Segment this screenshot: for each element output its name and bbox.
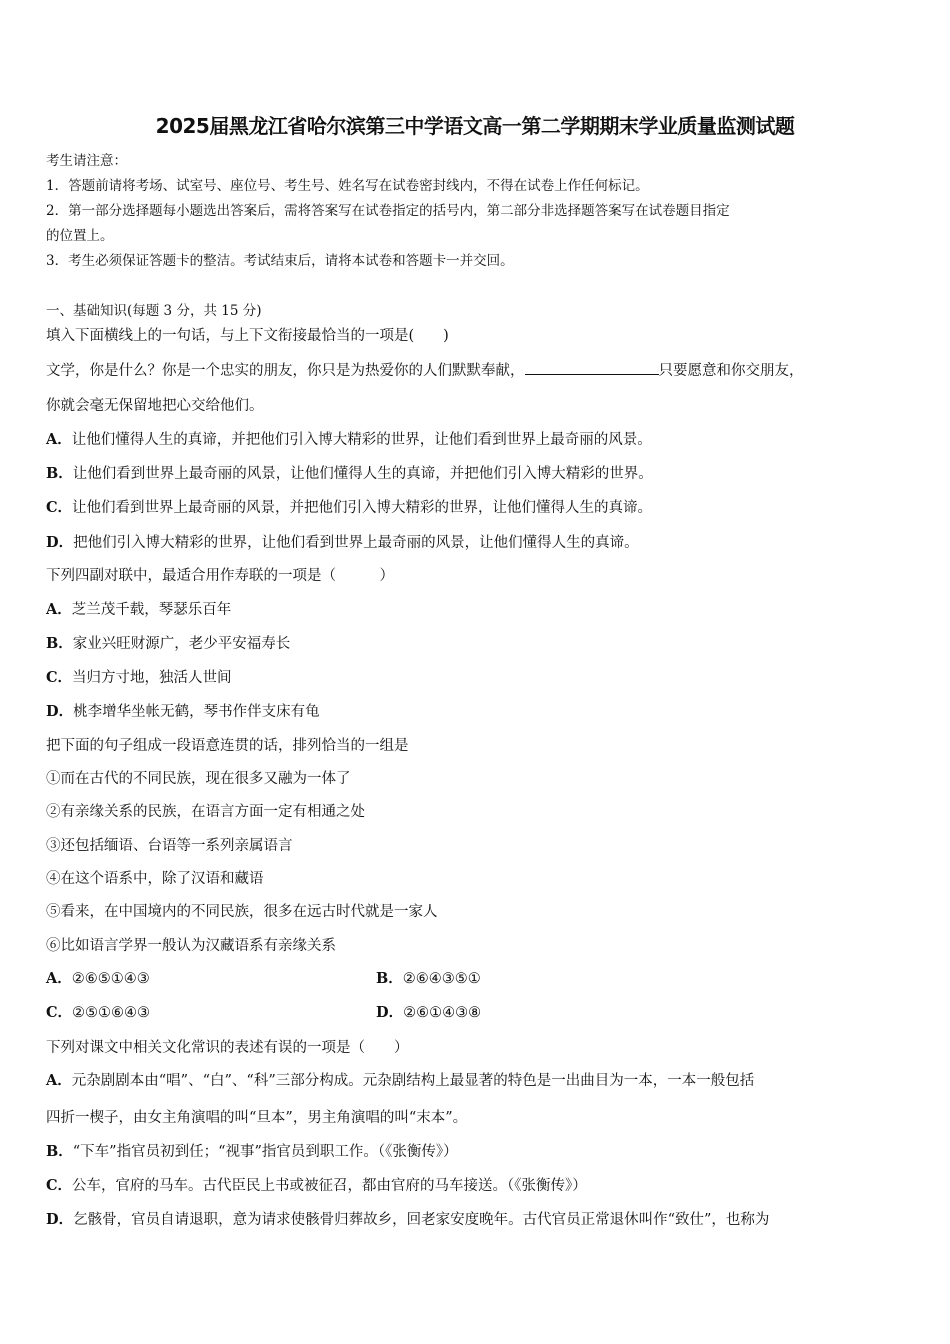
option-text: 乞骸骨，官员自请退职，意为请求使骸骨归葬故乡，回老家安度晚年。古代官员正常退休叫作“致仕”，也称为 (73, 1212, 770, 1228)
sentence: ⑤看来，在中国境内的不同民族，很多在远古时代就是一家人 (46, 904, 438, 920)
notice-item: 3．考生必须保证答题卡的整洁。考试结束后，请将本试卷和答题卡一并交回。 (46, 253, 514, 269)
sentence: ②有亲缘关系的民族，在语言方面一定有相通之处 (46, 804, 365, 820)
option-label: A． (46, 1072, 72, 1089)
option-label: B． (46, 1143, 73, 1160)
sentence: ⑥比如语言学界一般认为汉藏语系有亲缘关系 (46, 938, 336, 954)
option-label: B． (46, 635, 73, 652)
option-label: C． (46, 499, 73, 516)
option-text: 芝兰茂千载，琴瑟乐百年 (71, 602, 232, 618)
option (376, 970, 481, 988)
option-text: 家业兴旺财源广，老少平安福寿长 (72, 636, 291, 652)
page-title: 2025届黑龙江省哈尔滨第三中学语文高一第二学期期末学业质量监测试题 (155, 114, 795, 138)
option (46, 499, 652, 517)
option-text: 让他们懂得人生的真谛，并把他们引入博大精彩的世界，让他们看到世界上最奇丽的风景。 (71, 432, 652, 448)
option-label: C． (46, 1177, 73, 1194)
option-text: 公车，官府的马车。古代臣民上书或被征召，都由官府的马车接送。（《张衡传》） (72, 1178, 587, 1194)
option-label: A． (46, 970, 72, 987)
notice-item: 的位置上。 (46, 228, 114, 244)
option-text: 当归方寸地，独活人世间 (72, 670, 232, 686)
question-passage: 你就会毫无保留地把心交给他们。 (46, 398, 264, 414)
option-label: D． (46, 703, 74, 720)
notice-item: 2．第一部分选择题每小题选出答案后，需将答案写在试卷指定的括号内，第二部分非选择题答案写在试卷题目指定 (46, 203, 730, 219)
sentence: ①而在古代的不同民族，现在很多又融为一体了 (46, 771, 351, 787)
option-continuation: 四折一楔子，由女主角演唱的叫“旦本”，男主角演唱的叫“末本”。 (46, 1110, 468, 1126)
option-row (46, 1004, 482, 1022)
option (46, 534, 639, 552)
option-label: B． (376, 970, 403, 987)
sentence: ③还包括缅语、台语等一系列亲属语言 (46, 838, 293, 854)
option-text: ②⑥①④③⑧ (403, 1005, 482, 1021)
section-heading: 一、基础知识(每题 3 分，共 15 分) (46, 303, 262, 319)
option-text: ②⑥④③⑤① (402, 971, 481, 987)
option-label: A． (46, 431, 72, 448)
passage-text: 只要愿意和你交朋友， (658, 363, 804, 379)
question-stem: 填入下面横线上的一句话，与上下文衔接最恰当的一项是( ) (46, 328, 449, 344)
option-text: 桃李增华坐帐无鹤，琴书作伴支床有龟 (73, 704, 320, 720)
option-text: 让他们看到世界上最奇丽的风景，并把他们引入博大精彩的世界，让他们懂得人生的真谛。 (72, 500, 653, 516)
option (46, 669, 232, 687)
option (376, 1004, 481, 1022)
notice-heading: 考生请注意： (46, 153, 127, 169)
sentence: ④在这个语系中，除了汉语和藏语 (46, 871, 264, 887)
option-row (46, 970, 481, 988)
answer-blank (525, 360, 659, 375)
option-label: D． (376, 1004, 404, 1021)
option-text: “下车”指官员初到任；“视事”指官员到职工作。（《张衡传》） (72, 1144, 458, 1160)
option-text: 把他们引入博大精彩的世界，让他们看到世界上最奇丽的风景，让他们懂得人生的真谛。 (73, 535, 639, 551)
option (46, 431, 652, 449)
option-text: ②⑤①⑥④③ (72, 1005, 151, 1021)
option-text: 元杂剧剧本由“唱”、“白”、“科”三部分构成。元杂剧结构上最显著的特色是一出曲目为一本，一本一般包括 (71, 1073, 755, 1089)
question-stem: 下列四副对联中，最适合用作寿联的一项是（ ） (46, 568, 394, 584)
option-label: A． (46, 601, 72, 618)
option-text: ②⑥⑤①④③ (71, 971, 150, 987)
option-label: D． (46, 1211, 74, 1228)
option (46, 601, 231, 619)
option (46, 465, 653, 483)
notice-item: 1．答题前请将考场、试室号、座位号、考生号、姓名写在试卷密封线内，不得在试卷上作任何标记。 (46, 178, 649, 194)
question-stem: 下列对课文中相关文化常识的表述有误的一项是（ ） (46, 1040, 409, 1056)
option (46, 1072, 754, 1090)
option-text: 让他们看到世界上最奇丽的风景，让他们懂得人生的真谛，并把他们引入博大精彩的世界。 (72, 466, 653, 482)
option (46, 703, 320, 721)
question-stem: 把下面的句子组成一段语意连贯的话，排列恰当的一组是 (46, 738, 409, 754)
option-label: B． (46, 465, 73, 482)
option-label: D． (46, 534, 74, 551)
option-label: C． (46, 669, 73, 686)
option (46, 635, 290, 653)
option (46, 1143, 458, 1161)
option (46, 1177, 587, 1195)
question-passage (46, 360, 804, 380)
passage-text: 文学，你是什么？你是一个忠实的朋友，你只是为热爱你的人们默默奉献， (46, 363, 525, 379)
option (46, 1211, 769, 1229)
option-label: C． (46, 1004, 73, 1021)
